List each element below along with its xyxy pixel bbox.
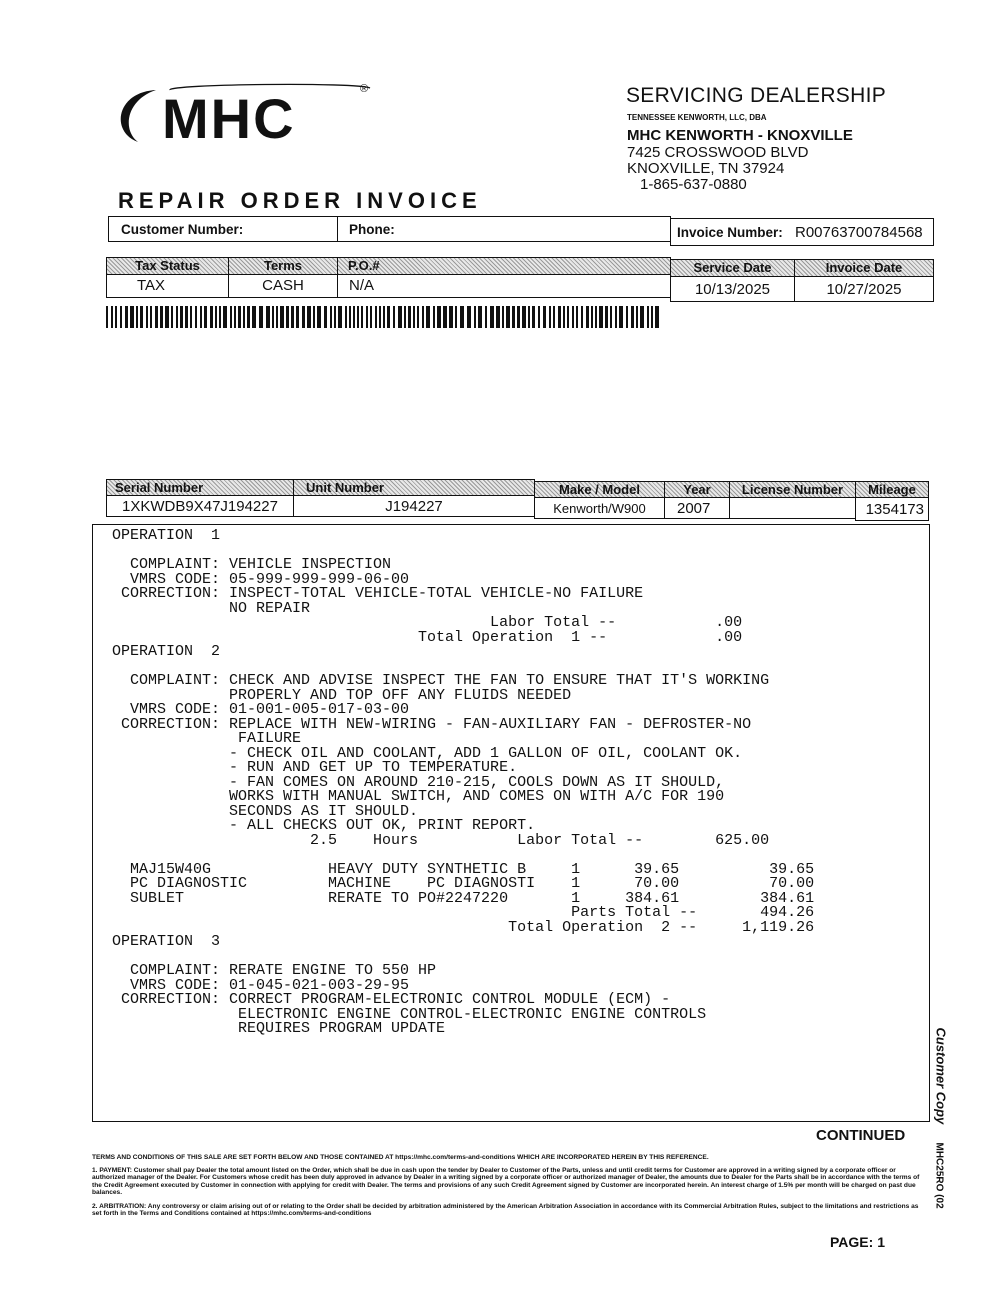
continued-label: CONTINUED xyxy=(816,1127,906,1144)
operation-line: Labor Total -- .00 xyxy=(112,614,743,631)
barcode-bar xyxy=(272,306,274,328)
operation-line: OPERATION 3 xyxy=(112,933,221,950)
unit-number-value: J194227 xyxy=(293,495,535,517)
serial-number-value: 1XKWDB9X47J194227 xyxy=(106,495,294,517)
barcode-bar xyxy=(615,306,617,328)
barcode-bar xyxy=(543,306,546,328)
terms-heading: TERMS AND CONDITIONS OF THIS SALE ARE SET FORTH BELOW AND THOSE CONTAINED AT https://mhc.com/terms-and-conditions WHICH ARE INCORPORATED HEREIN BY THIS REFERENCE. xyxy=(92,1154,709,1161)
barcode-bar xyxy=(433,306,435,328)
barcode-bar xyxy=(259,306,263,328)
invoice-number-value: R00763700784568 xyxy=(795,224,923,241)
tax-status-header: Tax Status xyxy=(106,257,229,275)
barcode-bar xyxy=(558,306,561,328)
operation-line: SECONDS AS IT SHOULD. xyxy=(112,802,419,820)
barcode-bar xyxy=(443,306,447,328)
barcode-bar xyxy=(610,306,612,328)
barcode-bar xyxy=(581,306,583,328)
barcode-bar xyxy=(150,306,152,328)
barcode-bar xyxy=(532,306,535,328)
barcode-bar xyxy=(517,306,520,328)
barcode-bar xyxy=(266,306,270,328)
dealer-address1: 7425 CROSSWOOD BLVD xyxy=(627,144,809,161)
barcode-bar xyxy=(502,306,504,328)
barcode-bar xyxy=(296,306,299,328)
operation-line: 2.5 Hours Labor Total -- 625.00 xyxy=(112,831,770,849)
operation-line: CORRECTION: CORRECT PROGRAM-ELECTRONIC CONTROL MODULE (ECM) - xyxy=(112,991,671,1008)
barcode-bar xyxy=(422,306,424,328)
operation-line: WORKS WITH MANUAL SWITCH, AND COMES ON WITH A/C FOR 190 xyxy=(112,788,725,805)
mileage-header: Mileage xyxy=(855,481,929,498)
barcode-bar xyxy=(599,306,603,328)
barcode-bar xyxy=(506,306,510,328)
operation-line: Parts Total -- 494.26 xyxy=(112,904,815,921)
barcode-bar xyxy=(474,306,476,328)
barcode-bar xyxy=(549,306,551,328)
make-model-header: Make / Model xyxy=(534,481,665,498)
barcode-bar xyxy=(223,306,227,328)
barcode-bar xyxy=(349,306,351,328)
service-date-value: 10/13/2025 xyxy=(670,276,795,302)
customer-number-label: Customer Number: xyxy=(121,222,244,237)
barcode-bar xyxy=(366,306,368,328)
barcode-bar xyxy=(200,306,202,328)
barcode-bar xyxy=(215,306,217,328)
serial-number-header: Serial Number xyxy=(106,479,294,496)
invoice-date-header: Invoice Date xyxy=(794,259,934,277)
license-number-header: License Number xyxy=(729,481,856,498)
barcode-bar xyxy=(563,306,565,328)
barcode-bar xyxy=(136,306,138,328)
barcode-bar xyxy=(404,306,406,328)
form-code-wrap xyxy=(926,1142,945,1230)
make-model-value: Kenworth/W900 xyxy=(534,497,665,519)
phone-cell xyxy=(337,216,671,242)
barcode-bar xyxy=(180,306,183,328)
barcode-bar xyxy=(512,306,515,328)
invoice-date-value: 10/27/2025 xyxy=(794,276,934,302)
operation-line: OPERATION 2 xyxy=(112,643,221,660)
operation-line: CORRECTION: REPLACE WITH NEW-WIRING - FAN-AUXILIARY FAN - DEFROSTER-NO xyxy=(112,715,752,733)
operation-line: PC DIAGNOSTIC MACHINE PC DIAGNOSTI 1 70.00 70.00 xyxy=(112,875,815,892)
barcode-bar xyxy=(636,306,638,328)
operation-line: COMPLAINT: CHECK AND ADVISE INSPECT THE FAN TO ENSURE THAT IT'S WORKING xyxy=(112,672,770,689)
operation-line: - ALL CHECKS OUT OK, PRINT REPORT. xyxy=(112,817,536,834)
barcode-bar xyxy=(276,306,278,328)
barcode-bar xyxy=(361,306,363,328)
mileage-value: 1354173 xyxy=(855,497,929,521)
barcode-bar xyxy=(586,306,589,328)
year-header: Year xyxy=(664,481,730,498)
barcode-bar xyxy=(280,306,284,328)
dealer-address2: KNOXVILLE, TN 37924 xyxy=(627,160,785,177)
barcode-bar xyxy=(353,306,355,328)
barcode-bar xyxy=(655,306,659,328)
registered-mark: ® xyxy=(360,83,369,95)
operation-line: VMRS CODE: 01-001-005-017-03-00 xyxy=(112,701,410,718)
barcode-bar xyxy=(375,306,377,328)
barcode-bar xyxy=(307,306,311,328)
barcode-bar xyxy=(243,306,245,328)
barcode-bar xyxy=(204,306,207,328)
barcode-bar xyxy=(595,306,597,328)
barcode-bar xyxy=(111,306,113,328)
barcode-bar xyxy=(437,306,441,328)
barcode-bar xyxy=(252,306,256,328)
barcode-bar xyxy=(528,306,530,328)
barcode-bar xyxy=(130,306,134,328)
operation-line: SUBLET RERATE TO PO#2247220 1 384.61 384.61 xyxy=(112,889,815,907)
barcode-bar xyxy=(567,306,569,328)
operation-line: COMPLAINT: RERATE ENGINE TO 550 HP xyxy=(112,962,437,979)
barcode-bar xyxy=(338,306,342,328)
barcode-bar xyxy=(313,306,315,328)
barcode-bar xyxy=(345,306,347,328)
barcode-bar xyxy=(522,306,526,328)
barcode-bar xyxy=(302,306,305,328)
barcode-bar xyxy=(496,306,500,328)
barcode-bar xyxy=(387,306,390,328)
barcode-bar xyxy=(478,306,482,328)
invoice-number-cell xyxy=(670,218,934,246)
po-value: N/A xyxy=(337,274,671,298)
barcode-bar xyxy=(467,306,471,328)
barcode-bar xyxy=(330,306,332,328)
barcode-bar xyxy=(619,306,623,328)
barcode-bar xyxy=(626,306,628,328)
operations-text xyxy=(112,529,814,1037)
barcode-bar xyxy=(160,306,163,328)
barcode-bar xyxy=(357,306,359,328)
year-value: 2007 xyxy=(664,497,730,519)
terms-header: Terms xyxy=(228,257,338,275)
barcode-bar xyxy=(238,306,241,328)
barcode-bar xyxy=(538,306,540,328)
barcode-bar xyxy=(408,306,411,328)
barcode-bar xyxy=(234,306,236,328)
barcode-bar xyxy=(647,306,649,328)
barcode-bar xyxy=(291,306,294,328)
barcode-bar xyxy=(165,306,169,328)
page-number: PAGE: 1 xyxy=(830,1234,885,1250)
operation-line: OPERATION 1 xyxy=(112,527,221,544)
barcode-bar xyxy=(219,306,221,328)
barcode-bar xyxy=(125,306,128,328)
customer-copy-label-wrap xyxy=(925,1027,949,1130)
barcode-bar xyxy=(247,306,250,328)
tax-status-value: TAX xyxy=(106,274,229,298)
terms-payment: 1. PAYMENT: Customer shall pay Dealer the total amount listed on the Order, which shall be due in cash upon the tender by Dealer to Customer of the Parts, unless and until credit terms for Customer are approved in a writing signed by a corporate officer or authorized manager of the Dealer. For Customers whose credit has been duly approved in advance by Dealer in a writing signed by a corporate officer or authorized manager of Dealer, the amounts due to Dealer for the Parts shall be in accordance with the terms of the Credit Agreement executed by Customer in connection with applying for credit with Dealer. The terms and provisions of any such Credit Agreement signed by Customer are incorporated herein. An interest charge of 1.5% per month will be charged on past due balances. xyxy=(92,1167,920,1197)
document-title: REPAIR ORDER INVOICE xyxy=(118,188,482,213)
po-header: P.O.# xyxy=(337,257,671,275)
license-number-value xyxy=(729,497,856,519)
barcode-bar xyxy=(631,306,634,328)
barcode-bar xyxy=(490,306,494,328)
barcode-bar xyxy=(379,306,381,328)
phone-label: Phone: xyxy=(349,222,395,237)
operation-line: MAJ15W40G HEAVY DUTY SYNTHETIC B 1 39.65 39.65 xyxy=(112,860,815,878)
dealer-name: MHC KENWORTH - KNOXVILLE xyxy=(627,127,853,144)
barcode-bar xyxy=(185,306,188,328)
barcode-bar xyxy=(370,306,372,328)
operation-line: Total Operation 2 -- 1,119.26 xyxy=(112,918,815,936)
customer-number-cell xyxy=(108,216,338,242)
dealer-phone: 1-865-637-0880 xyxy=(640,176,747,193)
operation-line: CORRECTION: INSPECT-TOTAL VEHICLE-TOTAL VEHICLE-NO FAILURE xyxy=(112,585,644,602)
barcode-bar xyxy=(210,306,213,328)
barcode-bar xyxy=(553,306,555,328)
barcode-bar xyxy=(140,306,143,328)
barcode-bar xyxy=(651,306,653,328)
mhc-logo xyxy=(108,80,388,160)
operation-line: NO REPAIR xyxy=(112,599,311,617)
barcode-bar xyxy=(115,306,117,328)
customer-copy-label: Customer Copy xyxy=(933,1027,949,1125)
unit-number-header: Unit Number xyxy=(293,479,535,496)
terms-arbitration: 2. ARBITRATION: Any controversy or claim arising out of or relating to the Order shall be decided by arbitration administered by the American Arbitration Association in accordance with its Commercial Arbitration Rules, subject to the limitations and restrictions as set forth in the Terms and Conditions contained at https://mhc.com/terms-and-conditions xyxy=(92,1203,919,1218)
operation-line: PROPERLY AND TOP OFF ANY FLUIDS NEEDED xyxy=(112,686,572,704)
operation-line: REQUIRES PROGRAM UPDATE xyxy=(112,1020,446,1037)
barcode-bar xyxy=(605,306,608,328)
barcode-bar xyxy=(176,306,178,328)
barcode-bar xyxy=(120,306,122,328)
logo-text: MHC xyxy=(162,87,296,150)
operation-line: ELECTRONIC ENGINE CONTROL-ELECTRONIC ENGINE CONTROLS xyxy=(112,1005,707,1023)
barcode-bar xyxy=(640,306,644,328)
terms-value: CASH xyxy=(228,274,338,298)
barcode-bar xyxy=(195,306,197,328)
dealer-legal-name: TENNESSEE KENWORTH, LLC, DBA xyxy=(627,113,767,122)
barcode-bar xyxy=(417,306,419,328)
barcode-bar xyxy=(155,306,158,328)
invoice-number-label: Invoice Number: xyxy=(677,225,783,240)
operation-line: FAILURE xyxy=(112,730,302,747)
dealer-heading: SERVICING DEALERSHIP xyxy=(626,84,887,107)
barcode-bar xyxy=(485,306,487,328)
operation-line: - CHECK OIL AND COOLANT, ADD 1 GALLON OF OIL, COOLANT OK. xyxy=(112,744,743,762)
barcode-bar xyxy=(190,306,192,328)
barcode-bar xyxy=(398,306,402,328)
operation-line: - FAN COMES ON AROUND 210-215, COOLS DOWN AS IT SHOULD, xyxy=(112,773,725,791)
barcode-bar xyxy=(230,306,232,328)
barcode-bar xyxy=(413,306,415,328)
barcode-bar xyxy=(460,306,464,328)
barcode-bar xyxy=(572,306,574,328)
barcode-bar xyxy=(426,306,430,328)
barcode-bar xyxy=(393,306,395,328)
barcode-bar xyxy=(171,306,173,328)
barcode-bar xyxy=(455,306,457,328)
barcode-bar xyxy=(317,306,321,328)
barcode-bar xyxy=(334,306,336,328)
operation-line: VMRS CODE: 05-999-999-999-06-00 xyxy=(112,570,410,588)
operation-line: COMPLAINT: VEHICLE INSPECTION xyxy=(112,556,392,573)
barcode-bar xyxy=(146,306,148,328)
operation-line: VMRS CODE: 01-045-021-003-29-95 xyxy=(112,976,410,994)
barcode-bar xyxy=(324,306,327,328)
barcode-bar xyxy=(449,306,453,328)
barcode-bar xyxy=(383,306,385,328)
barcode-bar xyxy=(286,306,289,328)
barcode-bar xyxy=(591,306,593,328)
barcode xyxy=(106,306,664,328)
barcode-bar xyxy=(106,306,108,328)
service-date-header: Service Date xyxy=(670,259,795,277)
barcode-bar xyxy=(576,306,578,328)
form-code: MHC25RO (02 xyxy=(933,1142,945,1209)
operation-line: - RUN AND GET UP TO TEMPERATURE. xyxy=(112,759,518,776)
operation-line: Total Operation 1 -- .00 xyxy=(112,628,743,646)
